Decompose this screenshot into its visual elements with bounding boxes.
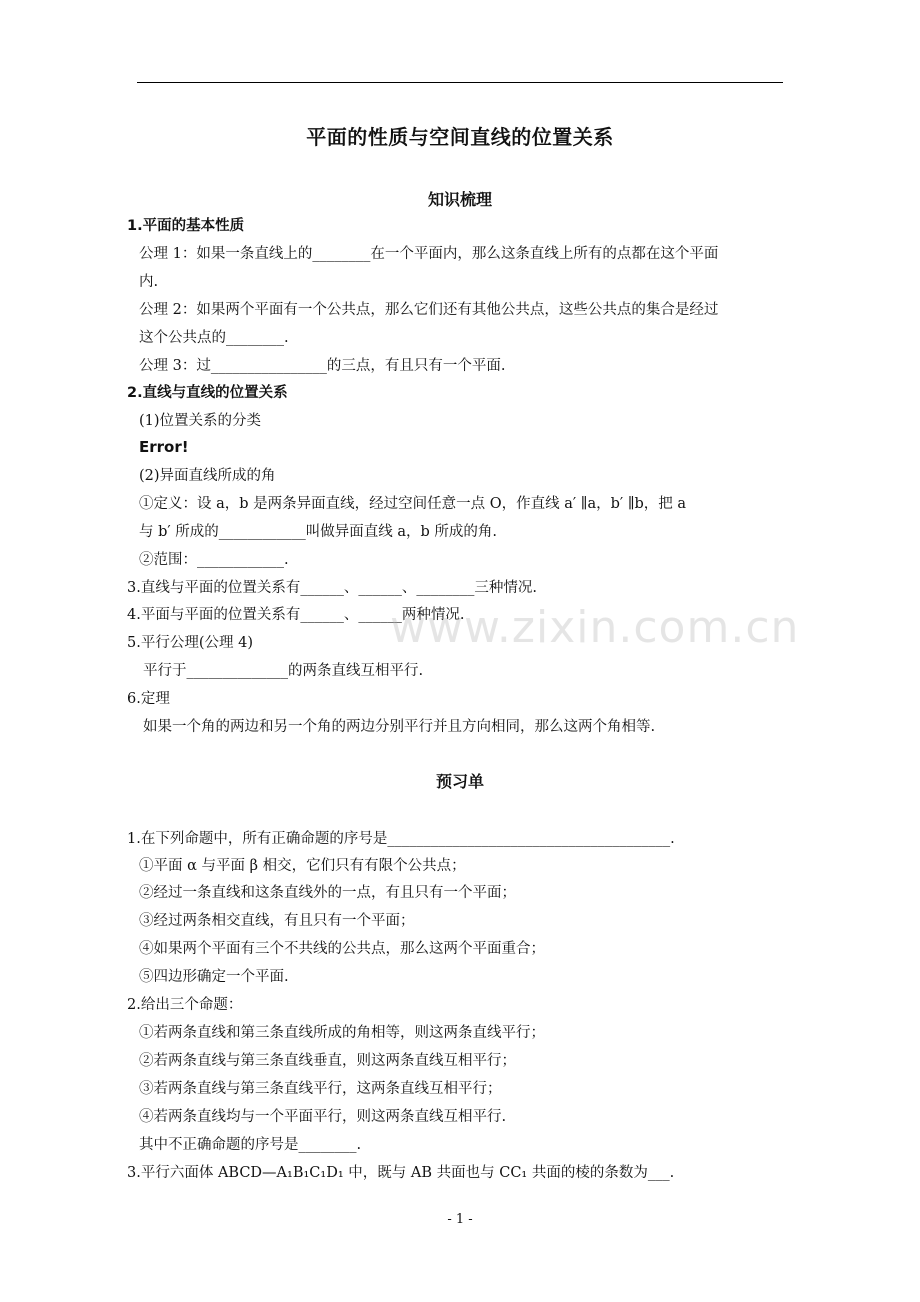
section-title-knowledge: 知识梳理 — [427, 190, 492, 209]
exercise-1-option-4: ④如果两个平面有三个不共线的公共点，那么这两个平面重合； — [139, 941, 545, 957]
definition-line-2: 与 b′ 所成的____________叫做异面直线 a，b 所成的角. — [139, 524, 498, 540]
exercise-1: 1.在下列命题中，所有正确命题的序号是_______________________________________. — [127, 831, 675, 847]
axiom-3: 公理 3：过________________的三点，有且只有一个平面. — [139, 358, 506, 374]
heading-parallel-axiom: 5.平行公理(公理 4) — [127, 635, 253, 651]
theorem-text: 如果一个角的两边和另一个角的两边分别平行并且方向相同，那么这两个角相等. — [143, 719, 656, 735]
exercise-1-option-2: ②经过一条直线和这条直线外的一点，有且只有一个平面； — [139, 885, 516, 901]
exercise-2-option-1: ①若两条直线和第三条直线所成的角相等，则这两条直线平行； — [139, 1025, 545, 1041]
exercise-2: 2.给出三个命题： — [127, 997, 243, 1013]
item-3-line-plane: 3.直线与平面的位置关系有______、______、________三种情况. — [127, 580, 537, 596]
exercise-1-option-1: ①平面 α 与平面 β 相交，它们只有有限个公共点； — [139, 858, 466, 874]
definition-line-1: ①定义：设 a，b 是两条异面直线，经过空间任意一点 O，作直线 a′ ∥a，b′ ∥b，把 a — [139, 496, 687, 512]
axiom-1-line-1: 公理 1：如果一条直线上的________在一个平面内，那么这条直线上所有的点都在这个平面 — [139, 246, 719, 262]
exercise-1-option-5: ⑤四边形确定一个平面. — [139, 969, 289, 985]
classification-label: (1)位置关系的分类 — [139, 413, 262, 429]
header-rule — [137, 82, 783, 83]
error-text: Error! — [139, 438, 189, 456]
skew-angle-label: (2)异面直线所成的角 — [139, 468, 276, 484]
item-4-plane-plane: 4.平面与平面的位置关系有______、______两种情况. — [127, 607, 465, 623]
page-title: 平面的性质与空间直线的位置关系 — [306, 125, 614, 149]
page-number: - 1 - — [447, 1212, 473, 1227]
section-title-preview: 预习单 — [435, 772, 484, 791]
exercise-2-option-3: ③若两条直线与第三条直线平行，这两条直线互相平行； — [139, 1081, 502, 1097]
exercise-3: 3.平行六面体 ABCD—A₁B₁C₁D₁ 中，既与 AB 共面也与 CC₁ 共面的棱的条数为___. — [127, 1165, 675, 1181]
heading-plane-properties: 1.平面的基本性质 — [127, 218, 245, 234]
watermark: www.zixin.com.cn — [390, 602, 800, 653]
axiom-2-line-1: 公理 2：如果两个平面有一个公共点，那么它们还有其他公共点，这些公共点的集合是经过 — [139, 302, 719, 318]
exercise-2-question: 其中不正确命题的序号是________. — [139, 1137, 362, 1153]
parallel-axiom-text: 平行于______________的两条直线互相平行. — [143, 663, 424, 679]
exercise-1-option-3: ③经过两条相交直线，有且只有一个平面； — [139, 913, 415, 929]
axiom-1-line-2: 内. — [139, 274, 159, 290]
exercise-2-option-4: ④若两条直线均与一个平面平行，则这两条直线互相平行. — [139, 1109, 507, 1125]
range-line: ②范围：____________. — [139, 552, 289, 568]
heading-line-line: 2.直线与直线的位置关系 — [127, 385, 288, 401]
heading-theorem: 6.定理 — [127, 691, 170, 707]
axiom-2-line-2: 这个公共点的________. — [139, 330, 289, 346]
exercise-2-option-2: ②若两条直线与第三条直线垂直，则这两条直线互相平行； — [139, 1053, 516, 1069]
